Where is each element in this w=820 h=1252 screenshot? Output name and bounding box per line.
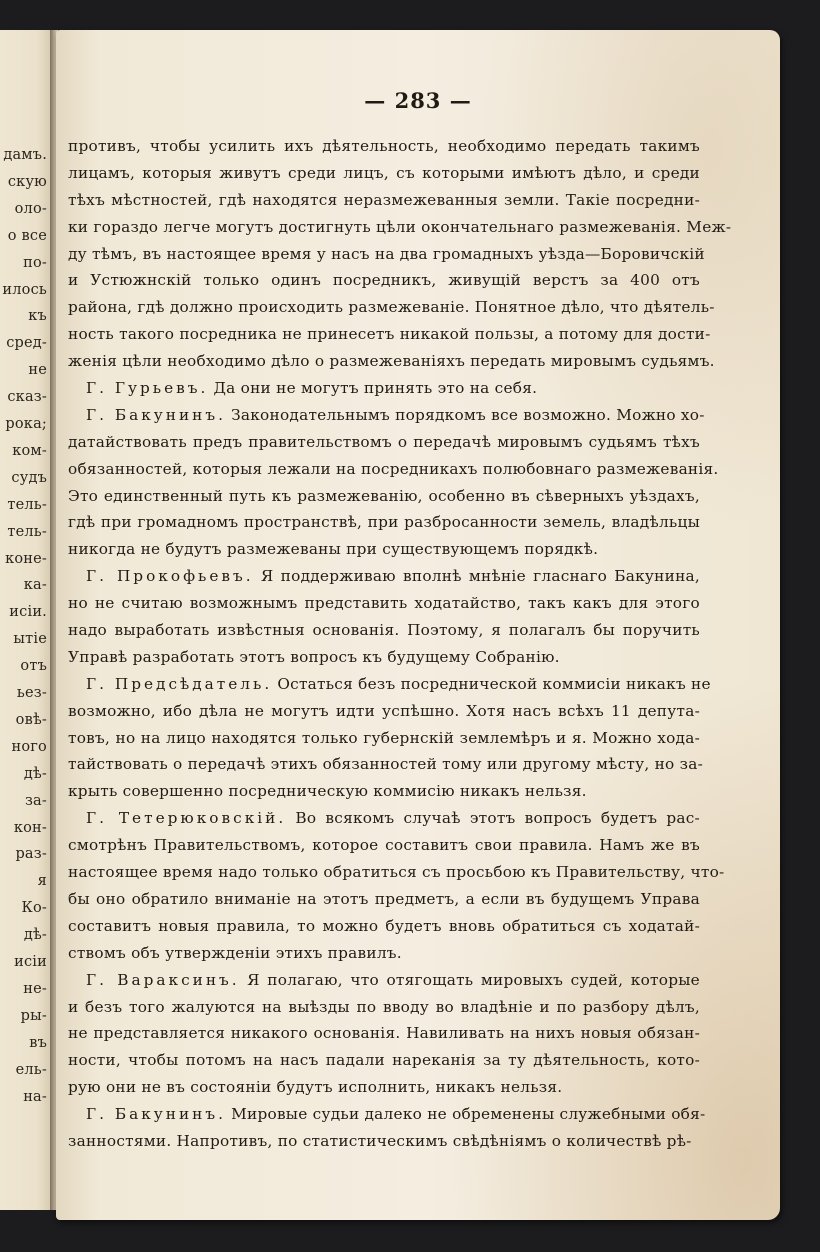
left-page-fragment: дѣ- [23, 765, 47, 782]
text-line: Г. Вараксинъ. Я полагаю, что отягощать мировыхъ судей, которые [86, 970, 700, 989]
left-page-fragment: исіи. [9, 604, 47, 621]
text-line: тѣхъ мѣстностей, гдѣ находятся неразмежеванныя земли. Такіе посредни- [68, 190, 700, 209]
text-line: ности, чтобы потомъ на насъ падали нареканія за ту дѣятельность, кото- [68, 1051, 700, 1070]
text-line: рую они не въ состояніи будутъ исполнить, никакъ нельзя. [68, 1078, 563, 1097]
left-page-fragment: о все [7, 227, 47, 244]
left-page-fragment: ытіе [13, 631, 47, 648]
speaker-name: Г. Вараксинъ. [86, 970, 240, 989]
left-page-fragment: на- [23, 1088, 47, 1105]
left-page-fragment: сред- [6, 335, 47, 352]
left-page-fragment: я [37, 873, 47, 890]
speaker-name: Г. Бакунинъ. [86, 405, 226, 424]
text-line: противъ, чтобы усилить ихъ дѣятельность, необходимо передать такимъ [68, 137, 700, 155]
left-page-fragment: отъ [20, 658, 47, 675]
left-page-fragment: кон- [13, 819, 47, 836]
text-line: настоящее время надо только обратиться съ просьбою къ Правительству, что- [68, 863, 725, 882]
left-page-fragment: рока; [5, 416, 47, 432]
speaker-name: Г. Бакунинъ. [86, 1105, 226, 1124]
text-line: Г. Гурьевъ. Да они не могутъ принять это на себя. [86, 379, 538, 398]
text-line: никогда не будутъ размежеваны при существующемъ порядкѣ. [68, 540, 599, 559]
text-line: составитъ новыя правила, то можно будетъ вновь обратиться съ ходатай- [68, 916, 700, 935]
left-page-fragment: дѣ- [23, 927, 47, 944]
speaker-name: Г. Прокофьевъ. [86, 567, 254, 586]
text-line: Г. Бакунинъ. Мировые судьи далеко не обременены служебными обя- [86, 1105, 706, 1124]
left-page-fragment: илось [2, 281, 47, 298]
text-line: не представляется никакого основанія. Навиливать на нихъ новыя обязан- [68, 1024, 700, 1043]
left-page-edge [0, 30, 51, 1210]
left-page-fragment: дамъ. [3, 147, 47, 163]
text-line: ки гораздо легче могутъ достигнуть цѣли окончательнаго размежеванія. Меж- [68, 217, 732, 236]
text-line: ность такого посредника не принесетъ никакой пользы, а потому для дости- [68, 325, 711, 344]
left-page-fragment: тель- [7, 523, 47, 540]
left-page-fragment: Ко- [21, 900, 47, 917]
text-line: датайствовать предъ правительствомъ о передачѣ мировымъ судьямъ тѣхъ [68, 432, 700, 451]
text-line: возможно, ибо дѣла не могутъ идти успѣшно. Хотя насъ всѣхъ 11 депута- [68, 701, 700, 720]
left-page-fragment: къ [28, 308, 47, 325]
left-page-fragment: тель- [7, 496, 47, 513]
paragraph [68, 1101, 706, 1155]
text-line: Г. Предсѣдатель. Остаться безъ посреднической коммисіи никакъ не [86, 674, 711, 693]
left-page-fragment: овѣ- [15, 711, 47, 728]
left-page-fragment: ры- [20, 1007, 47, 1024]
page-number: — 283 — [364, 88, 472, 113]
text-line: надо выработать извѣстныя основанія. Поэтому, я полагалъ бы поручить [68, 621, 700, 640]
text-line: Г. Тетерюковскій. Во всякомъ случаѣ этотъ вопросъ будетъ рас- [86, 809, 700, 828]
paragraph [68, 375, 700, 402]
text-line: бы оно обратило вниманіе на этотъ предметъ, а если въ будущемъ Управа [68, 889, 700, 908]
left-page-fragment: ного [11, 738, 47, 755]
right-page [56, 30, 780, 1220]
text-line: смотрѣнъ Правительствомъ, которое составитъ свои правила. Намъ же въ [68, 836, 700, 855]
left-page-fragment: за- [24, 792, 47, 809]
speaker-name: Г. Предсѣдатель. [86, 674, 273, 693]
text-line: обязанностей, которыя лежали на посредникахъ полюбовнаго размежеванія. [68, 459, 719, 478]
text-line: крыть совершенно посредническую коммисію никакъ нельзя. [68, 782, 587, 801]
left-page-fragment: ель- [15, 1061, 47, 1078]
left-page-fragment: раз- [15, 846, 47, 863]
left-page-fragment: исіи [14, 954, 47, 970]
left-page-fragment: по- [23, 254, 47, 271]
text-line: тайствовать о передачѣ этихъ обязанностей тому или другому мѣсту, но за- [68, 755, 704, 774]
left-page-fragment: судъ [11, 469, 47, 486]
text-line: района, гдѣ должно происходить размежеваніе. Понятное дѣло, что дѣятель- [68, 298, 715, 317]
text-line: и безъ того жалуются на выѣзды по вводу во владѣніе и по разбору дѣлъ, [68, 997, 700, 1016]
left-page-fragment: ком- [12, 442, 47, 459]
left-page-fragment: ьез- [16, 685, 47, 701]
text-line: товъ, но на лицо находятся только губернскій землемѣръ и я. Можно хода- [68, 728, 700, 747]
text-line: Это единственный путь къ размежеванію, особенно въ сѣверныхъ уѣздахъ, [68, 486, 700, 505]
speaker-name: Г. Тетерюковскій. [86, 809, 287, 828]
text-line: гдѣ при громадномъ пространствѣ, при разбросанности земель, владѣльцы [68, 513, 700, 532]
left-page-fragment: ка- [23, 577, 47, 594]
text-line: ствомъ объ утвержденіи этихъ правилъ. [68, 943, 402, 962]
speaker-name: Г. Гурьевъ. [86, 379, 209, 398]
left-page-fragment: сказ- [7, 389, 47, 406]
paragraph [68, 671, 711, 805]
text-line: лицамъ, которыя живутъ среди лицъ, съ которыми имѣютъ дѣло, и среди [68, 163, 700, 182]
paragraph [68, 563, 700, 671]
text-line: женія цѣли необходимо дѣло о размежеваніяхъ передать мировымъ судьямъ. [68, 352, 715, 371]
text-line: Г. Прокофьевъ. Я поддерживаю вполнѣ мнѣніе гласнаго Бакунина, [86, 567, 701, 586]
text-line: ду тѣмъ, въ настоящее время у насъ на два громадныхъ уѣзда—Боровичскій [68, 244, 705, 263]
text-line: Управѣ разработать этотъ вопросъ къ будущему Собранію. [68, 647, 560, 666]
text-line: и Устюжнскій только одинъ посредникъ, живущій верстъ за 400 отъ [68, 271, 700, 290]
page-body [68, 133, 732, 1155]
paragraph [68, 967, 700, 1101]
left-page-fragment: оло- [14, 200, 47, 217]
paragraph [68, 402, 719, 563]
left-page-fragment: не [28, 362, 47, 379]
text-line: занностями. Напротивъ, по статистическимъ свѣдѣніямъ о количествѣ рѣ- [68, 1131, 692, 1150]
text-line: но не считаю возможнымъ представить ходатайство, такъ какъ для этого [68, 594, 700, 613]
paragraph [68, 133, 732, 375]
left-page-fragment: въ [29, 1034, 47, 1051]
paragraph [68, 805, 725, 966]
text-line: Г. Бакунинъ. Законодательнымъ порядкомъ все возможно. Можно хо- [86, 405, 705, 424]
left-page-fragment: коне- [5, 550, 47, 567]
left-page-fragment: не- [23, 980, 47, 997]
left-page-fragment: скую [7, 173, 47, 190]
